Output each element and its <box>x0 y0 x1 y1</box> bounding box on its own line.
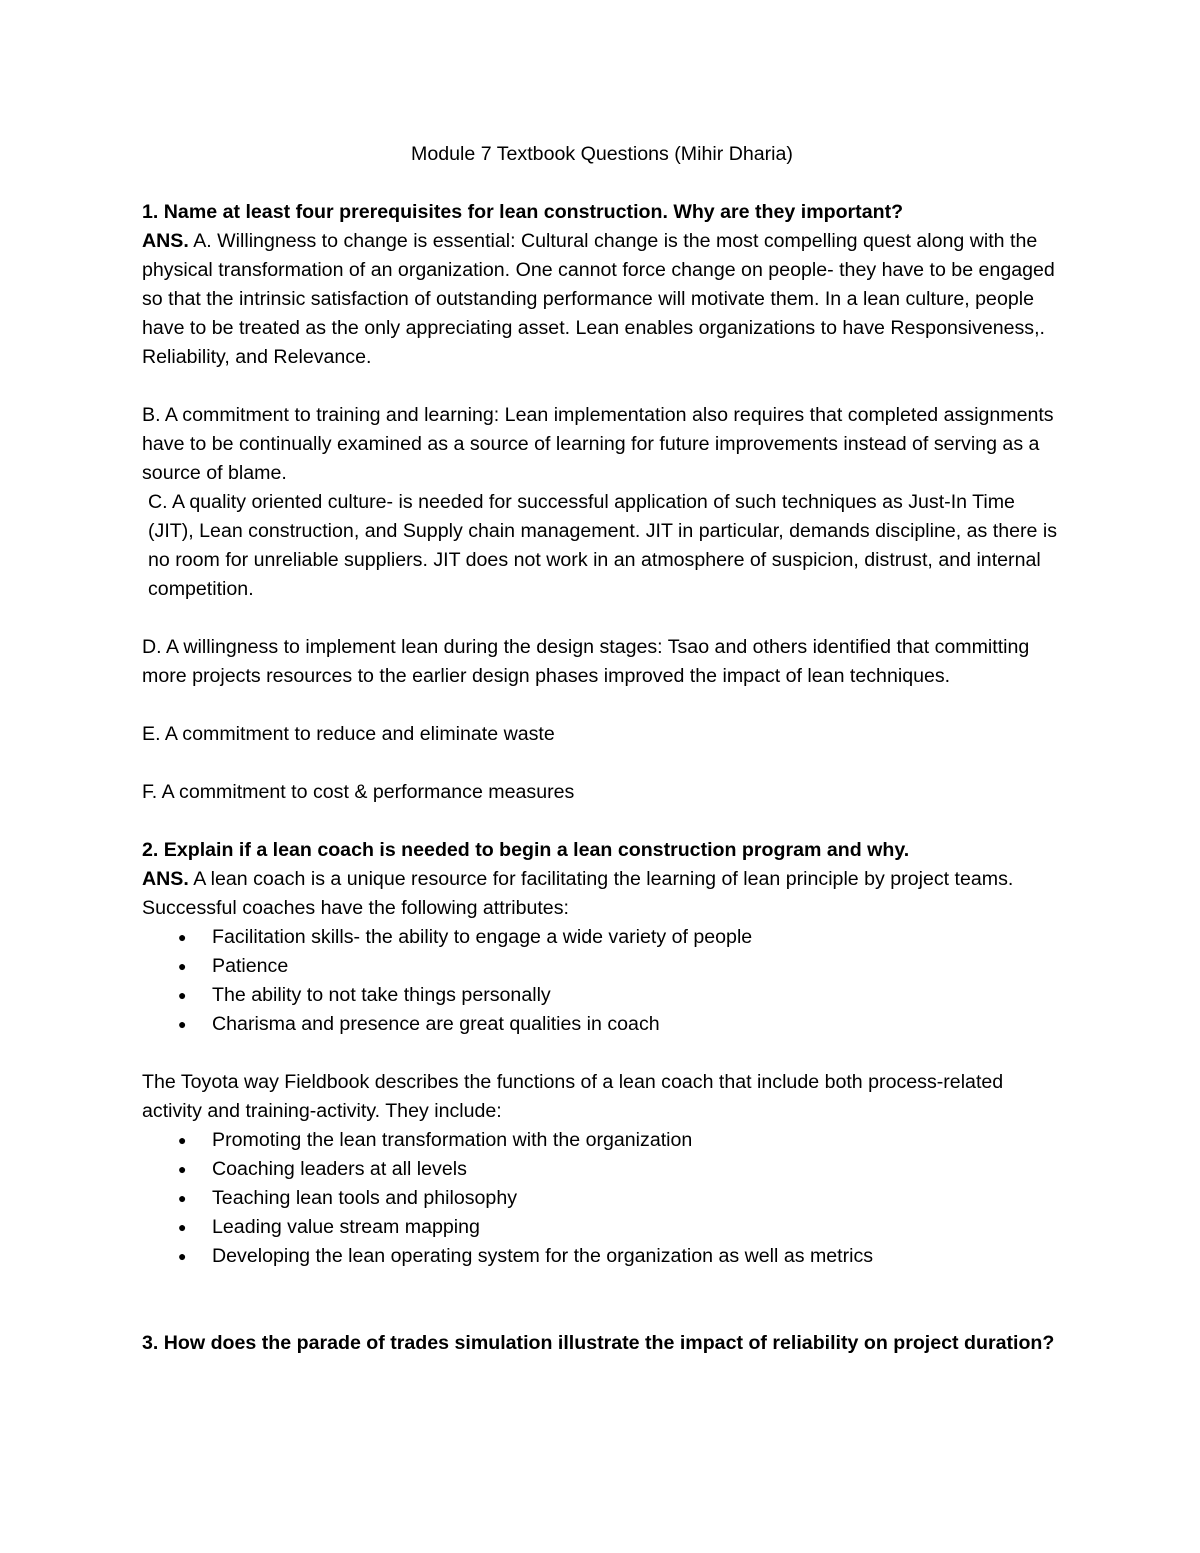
list-item: ● Charisma and presence are great qualities in coach <box>142 1010 1062 1039</box>
answer-1-b: B. A commitment to training and learning: Lean implementation also requires that completed assignments have to be continually examined as a source of learning for future improvements instead of serving as a source of blame. <box>142 404 1054 484</box>
answer-1-e: E. A commitment to reduce and eliminate waste <box>142 723 555 745</box>
question-3: 3. How does the parade of trades simulation illustrate the impact of reliability on project duration? <box>142 1332 1055 1354</box>
document-title: Module 7 Textbook Questions (Mihir Dharia) <box>411 143 793 165</box>
list-item: ● Coaching leaders at all levels <box>142 1155 1062 1184</box>
list-item: ● The ability to not take things personally <box>142 981 1062 1010</box>
toyota-intro: The Toyota way Fieldbook describes the functions of a lean coach that include both process-related activity and training-activity. They include: <box>142 1071 1004 1122</box>
bullet-icon: ● <box>178 1248 187 1264</box>
list-item: ● Facilitation skills- the ability to engage a wide variety of people <box>142 923 1062 952</box>
bullet-icon: ● <box>178 958 187 974</box>
question-1: 1. Name at least four prerequisites for lean construction. Why are they important? <box>142 201 904 223</box>
ans-label: ANS. <box>142 868 189 890</box>
list-item: ● Patience <box>142 952 1062 981</box>
answer-1-f: F. A commitment to cost & performance measures <box>142 781 575 803</box>
answer-1-c: C. A quality oriented culture- is needed for successful application of such techniques as Just-In Time (JIT), Lean construction, and Supply chain management. JIT in particular, demands discipline, as there is no room for unreliable suppliers. JIT does not work in an atmosphere of suspicion, distrust, and internal competition. <box>148 491 1058 600</box>
answer-1-a-text: A. Willingness to change is essential: Cultural change is the most compelling quest along with the physical transformation of an organization. One cannot force change on people- they have to be engaged so that the intrinsic satisfaction of outstanding performance will motivate them. In a lean culture, people have to be treated as the only appreciating asset. Lean enables organizations to have Responsiveness,. Reliability, and Relevance. <box>142 230 1055 368</box>
bullet-icon: ● <box>178 1161 187 1177</box>
coach-functions-list <box>142 1126 1062 1271</box>
answer-1-a <box>142 227 1062 372</box>
document-body <box>142 140 1062 1358</box>
bullet-icon: ● <box>178 1219 187 1235</box>
list-item: ● Promoting the lean transformation with the organization <box>142 1126 1062 1155</box>
bullet-icon: ● <box>178 1132 187 1148</box>
bullet-icon: ● <box>178 1190 187 1206</box>
question-2: 2. Explain if a lean coach is needed to begin a lean construction program and why. <box>142 839 910 861</box>
coach-attributes-list <box>142 923 1062 1039</box>
bullet-icon: ● <box>178 987 187 1003</box>
answer-2-intro <box>142 865 1062 923</box>
bullet-icon: ● <box>178 1016 187 1032</box>
ans-label: ANS. <box>142 230 189 252</box>
answer-2-intro-text: A lean coach is a unique resource for facilitating the learning of lean principle by project teams. Successful coaches have the following attributes: <box>142 868 1014 919</box>
list-item: ● Developing the lean operating system for the organization as well as metrics <box>142 1242 1062 1271</box>
bullet-icon: ● <box>178 929 187 945</box>
list-item: ● Leading value stream mapping <box>142 1213 1062 1242</box>
answer-1-d: D. A willingness to implement lean during the design stages: Tsao and others identified that committing more projects resources to the earlier design phases improved the impact of lean techniques. <box>142 636 1030 687</box>
list-item: ● Teaching lean tools and philosophy <box>142 1184 1062 1213</box>
